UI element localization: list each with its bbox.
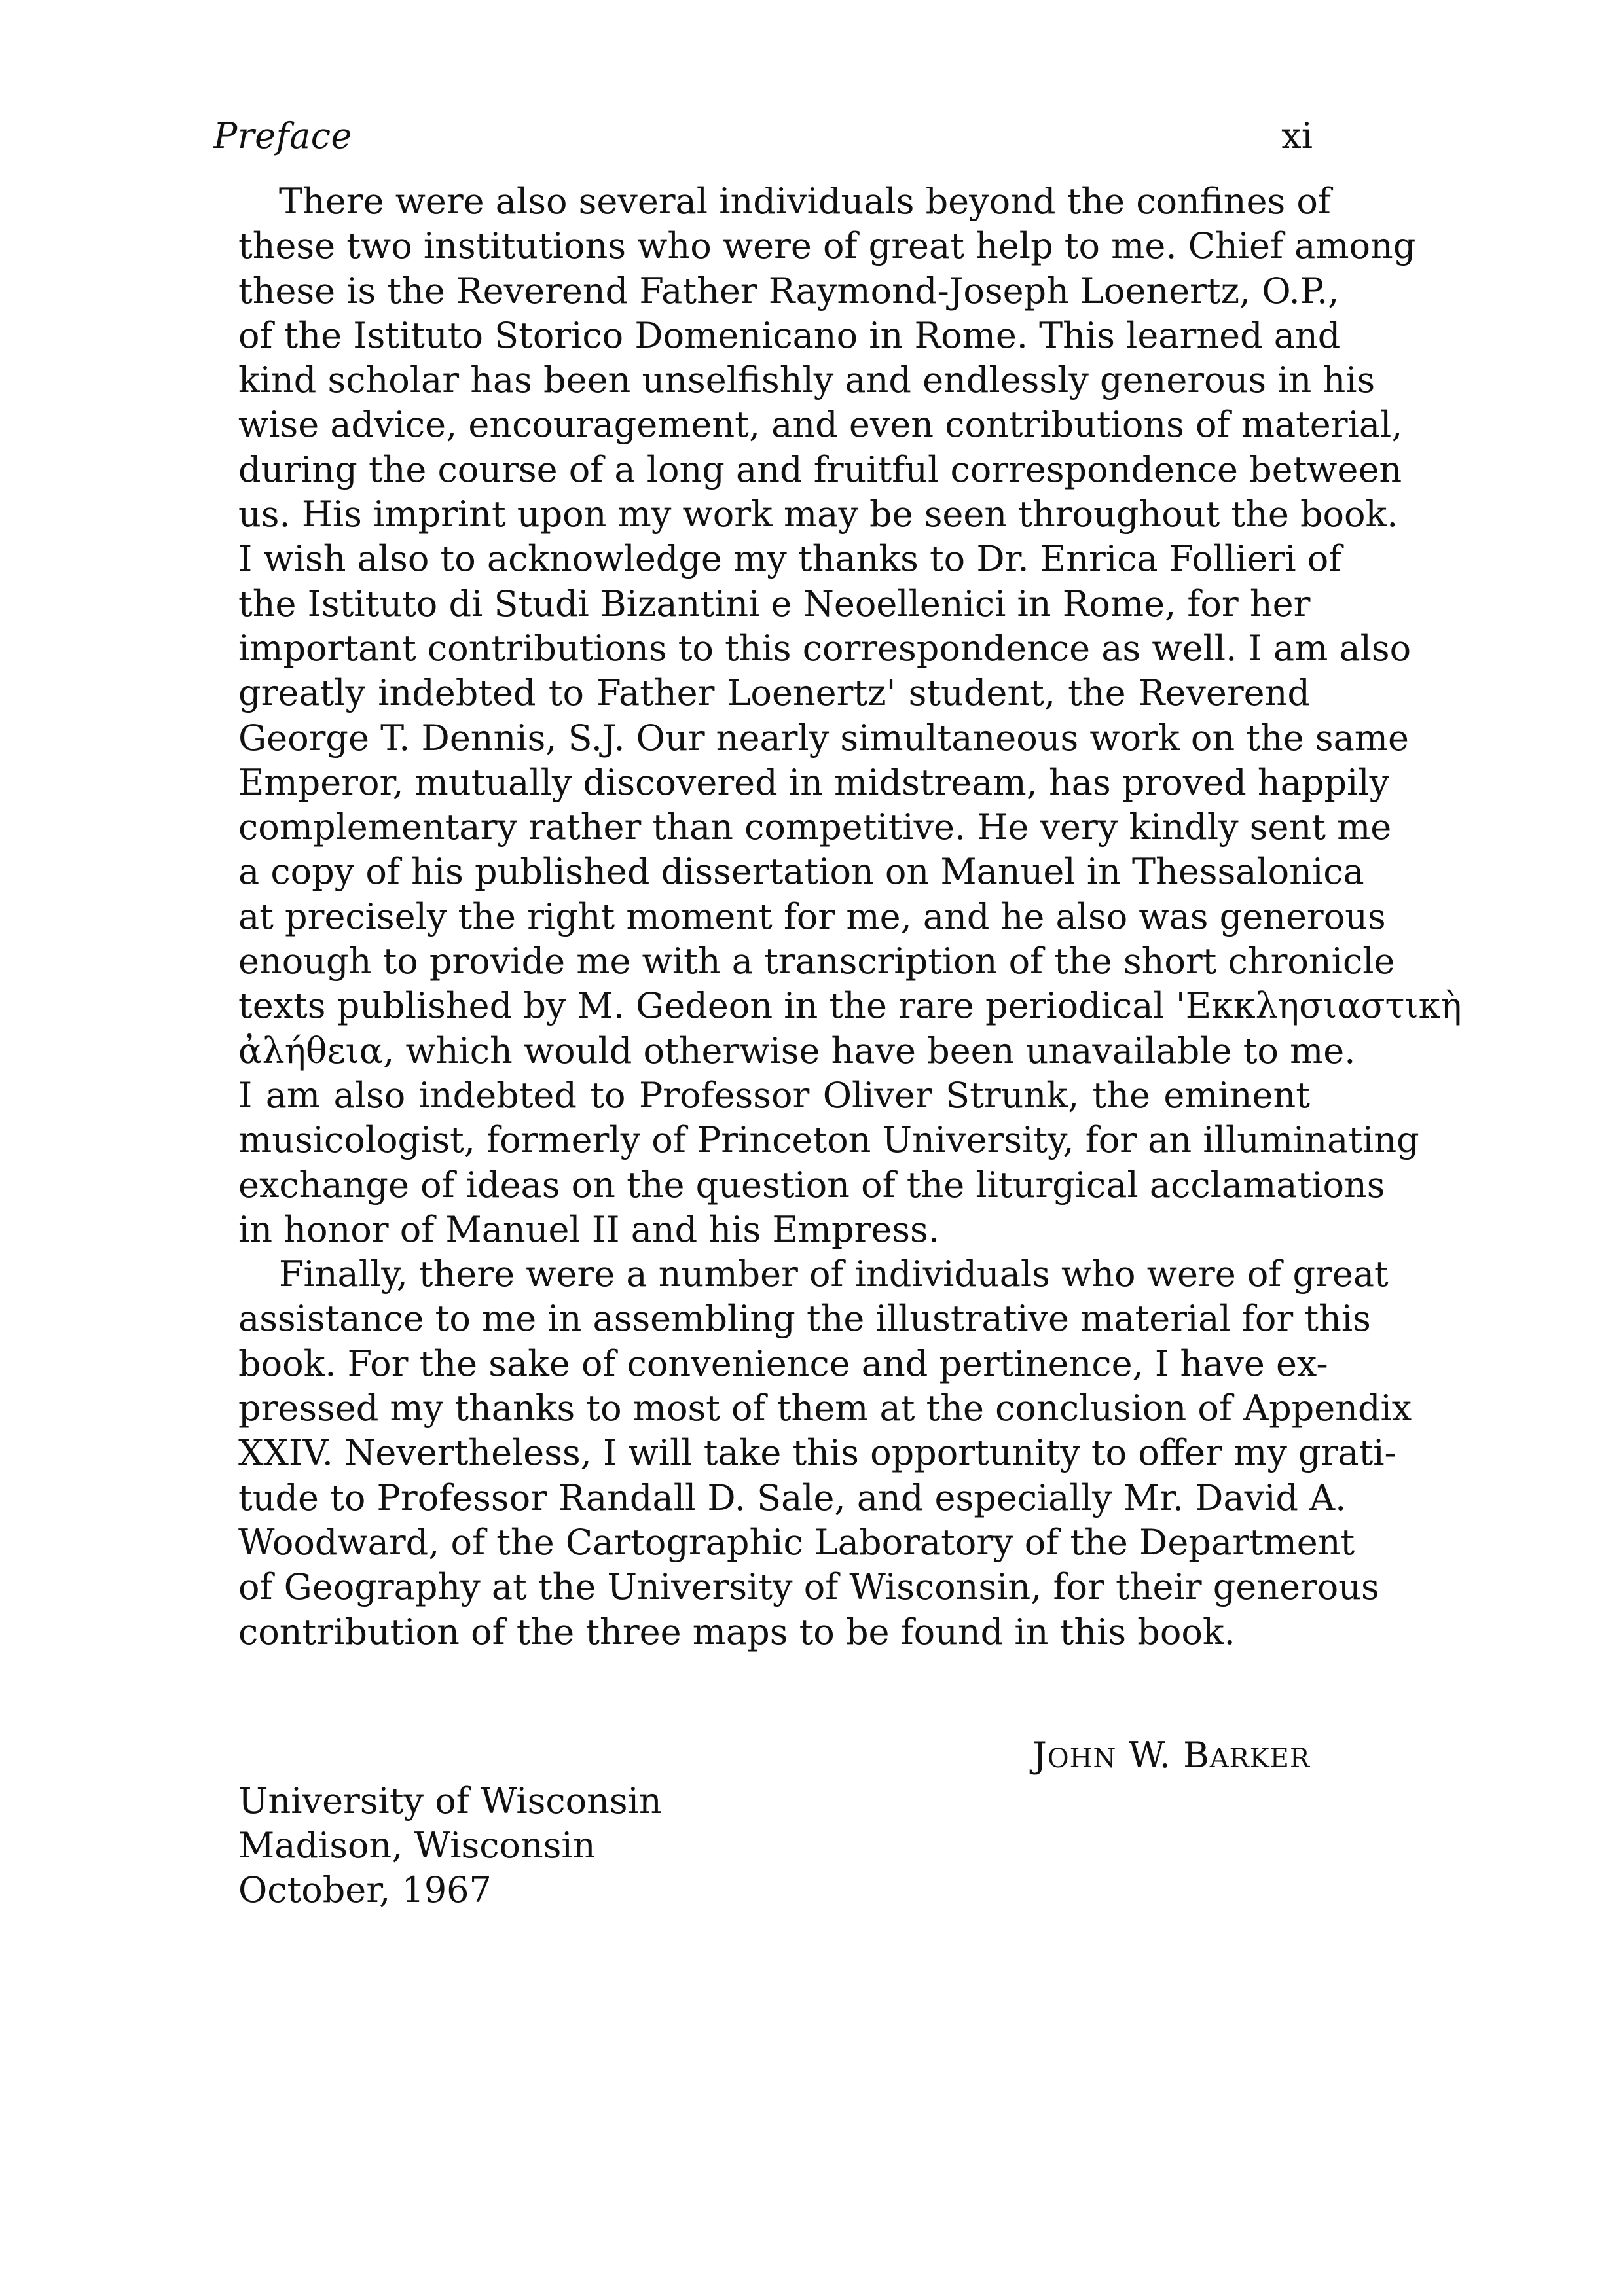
text-line: exchange of ideas on the question of the liturgical acclamations bbox=[238, 1164, 1385, 1206]
text-line: these two institutions who were of great help to me. Chief among bbox=[238, 225, 1416, 267]
text-line: Emperor, mutually discovered in midstream, has proved happily bbox=[238, 761, 1390, 803]
text-line: ἀλήθεια, which would otherwise have been unavailable to me. bbox=[238, 1030, 1356, 1071]
signature-middle: W. bbox=[1128, 1734, 1171, 1776]
signature-first-rest: OHN bbox=[1047, 1744, 1117, 1774]
text-line: There were also several individuals beyond the confines of bbox=[279, 181, 1331, 222]
page-header-title: Preface bbox=[213, 115, 352, 156]
text-line: texts published by M. Gedeon in the rare periodical 'Εκκλησιαστικὴ bbox=[238, 985, 1462, 1027]
date-line: October, 1967 bbox=[238, 1869, 492, 1910]
text-line: tude to Professor Randall D. Sale, and especially Mr. David A. bbox=[238, 1477, 1347, 1518]
text-line: greatly indebted to Father Loenertz' student, the Reverend bbox=[238, 672, 1310, 714]
paragraph-2 bbox=[238, 1252, 1412, 1655]
text-line: musicologist, formerly of Princeton University, for an illuminating bbox=[238, 1119, 1419, 1161]
text-line: in honor of Manuel II and his Empress. bbox=[238, 1208, 939, 1250]
text-line: I wish also to acknowledge my thanks to Dr. Enrica Follieri of bbox=[238, 538, 1342, 580]
text-line: complementary rather than competitive. He very kindly sent me bbox=[238, 806, 1392, 848]
text-line: contribution of the three maps to be found in this book. bbox=[238, 1611, 1235, 1653]
text-line: us. His imprint upon my work may be seen throughout the book. bbox=[238, 493, 1398, 535]
text-line: George T. Dennis, S.J. Our nearly simultaneous work on the same bbox=[238, 717, 1409, 759]
text-line: pressed my thanks to most of them at the conclusion of Appendix bbox=[238, 1388, 1412, 1429]
text-line: a copy of his published dissertation on Manuel in Thessalonica bbox=[238, 851, 1364, 893]
signature-last-initial: B bbox=[1183, 1734, 1210, 1776]
author-signature bbox=[1032, 1734, 1310, 1776]
text-line: Woodward, of the Cartographic Laboratory of the Department bbox=[238, 1521, 1355, 1563]
text-line: important contributions to this correspondence as well. I am also bbox=[238, 627, 1412, 669]
paragraph-1 bbox=[238, 179, 1462, 1252]
text-line: these is the Reverend Father Raymond-Joseph Loenertz, O.P., bbox=[238, 270, 1340, 312]
text-line: XXIV. Nevertheless, I will take this opportunity to offer my grati- bbox=[238, 1432, 1396, 1474]
signature-last-rest: ARKER bbox=[1209, 1744, 1310, 1774]
place-date-block bbox=[238, 1779, 662, 1912]
text-line: of the Istituto Storico Domenicano in Rome. This learned and bbox=[238, 314, 1341, 356]
text-line: I am also indebted to Professor Oliver Strunk, the eminent bbox=[238, 1074, 1310, 1116]
address-line: Madison, Wisconsin bbox=[238, 1825, 596, 1866]
text-line: enough to provide me with a transcription of the short chronicle bbox=[238, 941, 1395, 982]
text-line: the Istituto di Studi Bizantini e Neoellenici in Rome, for her bbox=[238, 583, 1311, 624]
text-line: of Geography at the University of Wisconsin, for their generous bbox=[238, 1566, 1379, 1608]
text-line: kind scholar has been unselfishly and endlessly generous in his bbox=[238, 359, 1376, 401]
signature-first-initial: J bbox=[1032, 1734, 1048, 1776]
page-number: xi bbox=[1281, 115, 1313, 156]
text-line: during the course of a long and fruitful correspondence between bbox=[238, 448, 1402, 490]
text-line: book. For the sake of convenience and pertinence, I have ex- bbox=[238, 1342, 1328, 1384]
text-line: Finally, there were a number of individuals who were of great bbox=[279, 1253, 1389, 1295]
preface-body bbox=[238, 179, 1462, 1655]
text-line: at precisely the right moment for me, and he also was generous bbox=[238, 895, 1386, 937]
address-line: University of Wisconsin bbox=[238, 1780, 662, 1821]
text-line: wise advice, encouragement, and even contributions of material, bbox=[238, 404, 1403, 446]
text-line: assistance to me in assembling the illustrative material for this bbox=[238, 1298, 1371, 1340]
